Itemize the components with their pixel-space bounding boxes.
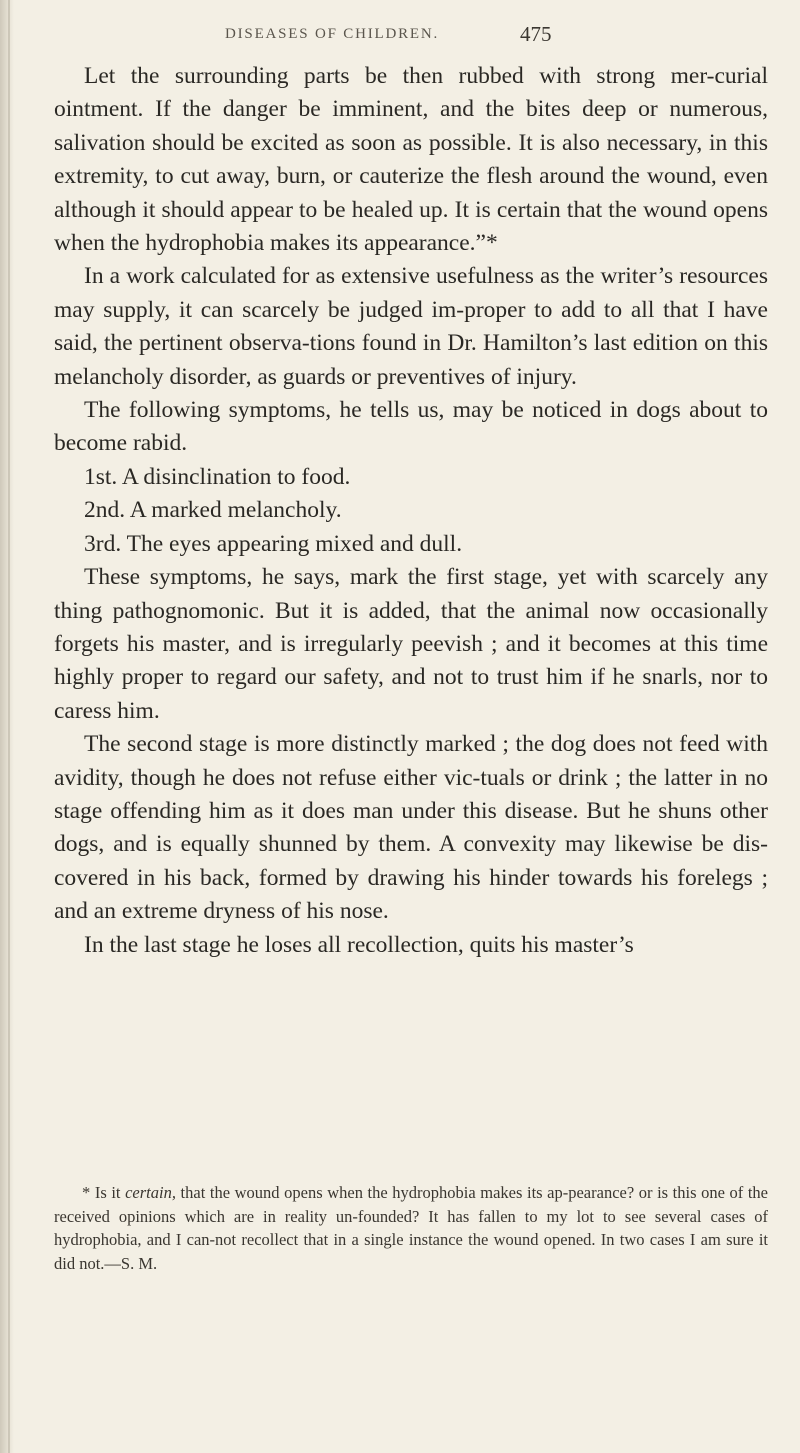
footnote-text: that the wound opens when the hydrophobia makes its ap-pearance? or is this one of the received opinions which are in reality un-founded? It has fallen to my lot to see several cases of hydrophobia, and I can-not recollect that in a single instance the wound opened. In two cases I am sure it did not.—S. M. (54, 1183, 768, 1273)
running-title: DISEASES OF CHILDREN. (225, 26, 440, 42)
body-text (54, 60, 768, 962)
symptom-item: 3rd. The eyes appearing mixed and dull. (84, 530, 463, 557)
footnote-emphasis: certain, (125, 1183, 176, 1202)
paragraph: Let the surrounding parts be then rubbed with strong mer-curial ointment. If the danger be imminent, and the bites deep or numerous, salivation should be excited as soon as possible. It is also necessary, in this extremity, to cut away, burn, or cauterize the flesh around the wound, even although it should appear to be healed up. It is certain that the wound opens when the hydrophobia makes its appearance.”* (54, 63, 768, 257)
paragraph: The following symptoms, he tells us, may be noticed in dogs about to become rabid. (54, 397, 768, 457)
page-number: 475 (520, 22, 552, 46)
footnote (54, 1181, 768, 1275)
symptom-item: 1st. A disinclination to food. (84, 463, 351, 490)
footnote-paragraph (54, 1181, 768, 1275)
symptom-item: 2nd. A marked melancholy. (84, 497, 342, 524)
paragraph: These symptoms, he says, mark the first stage, yet with scarcely any thing pathognomonic. But it is added, that the animal now occasionally forgets his master, and is irregularly peevish ; and it becomes at this time highly proper to regard our safety, and not to trust him if he snarls, nor to caress him. (54, 564, 768, 724)
paragraph: In the last stage he loses all recollection, quits his master’s (84, 931, 634, 958)
paragraph: In a work calculated for as extensive usefulness as the writer’s resources may supply, it can scarcely be judged im-proper to add to all that I have said, the pertinent observa-tions found in Dr. Hamilton’s last edition on this melancholy disorder, as guards or preventives of injury. (54, 263, 768, 390)
paragraph: The second stage is more distinctly marked ; the dog does not feed with avidity, though he does not refuse either vic-tuals or drink ; the latter in no stage offending him as it does man under this disease. But he shuns other dogs, and is equally shunned by them. A convexity may likewise be dis-covered in his back, formed by drawing his hinder towards his forelegs ; and an extreme dryness of his nose. (54, 731, 768, 925)
footnote-marker: * Is it (82, 1183, 126, 1202)
binding-shadow-line (8, 0, 10, 1453)
page-binding-edge (0, 0, 14, 1453)
